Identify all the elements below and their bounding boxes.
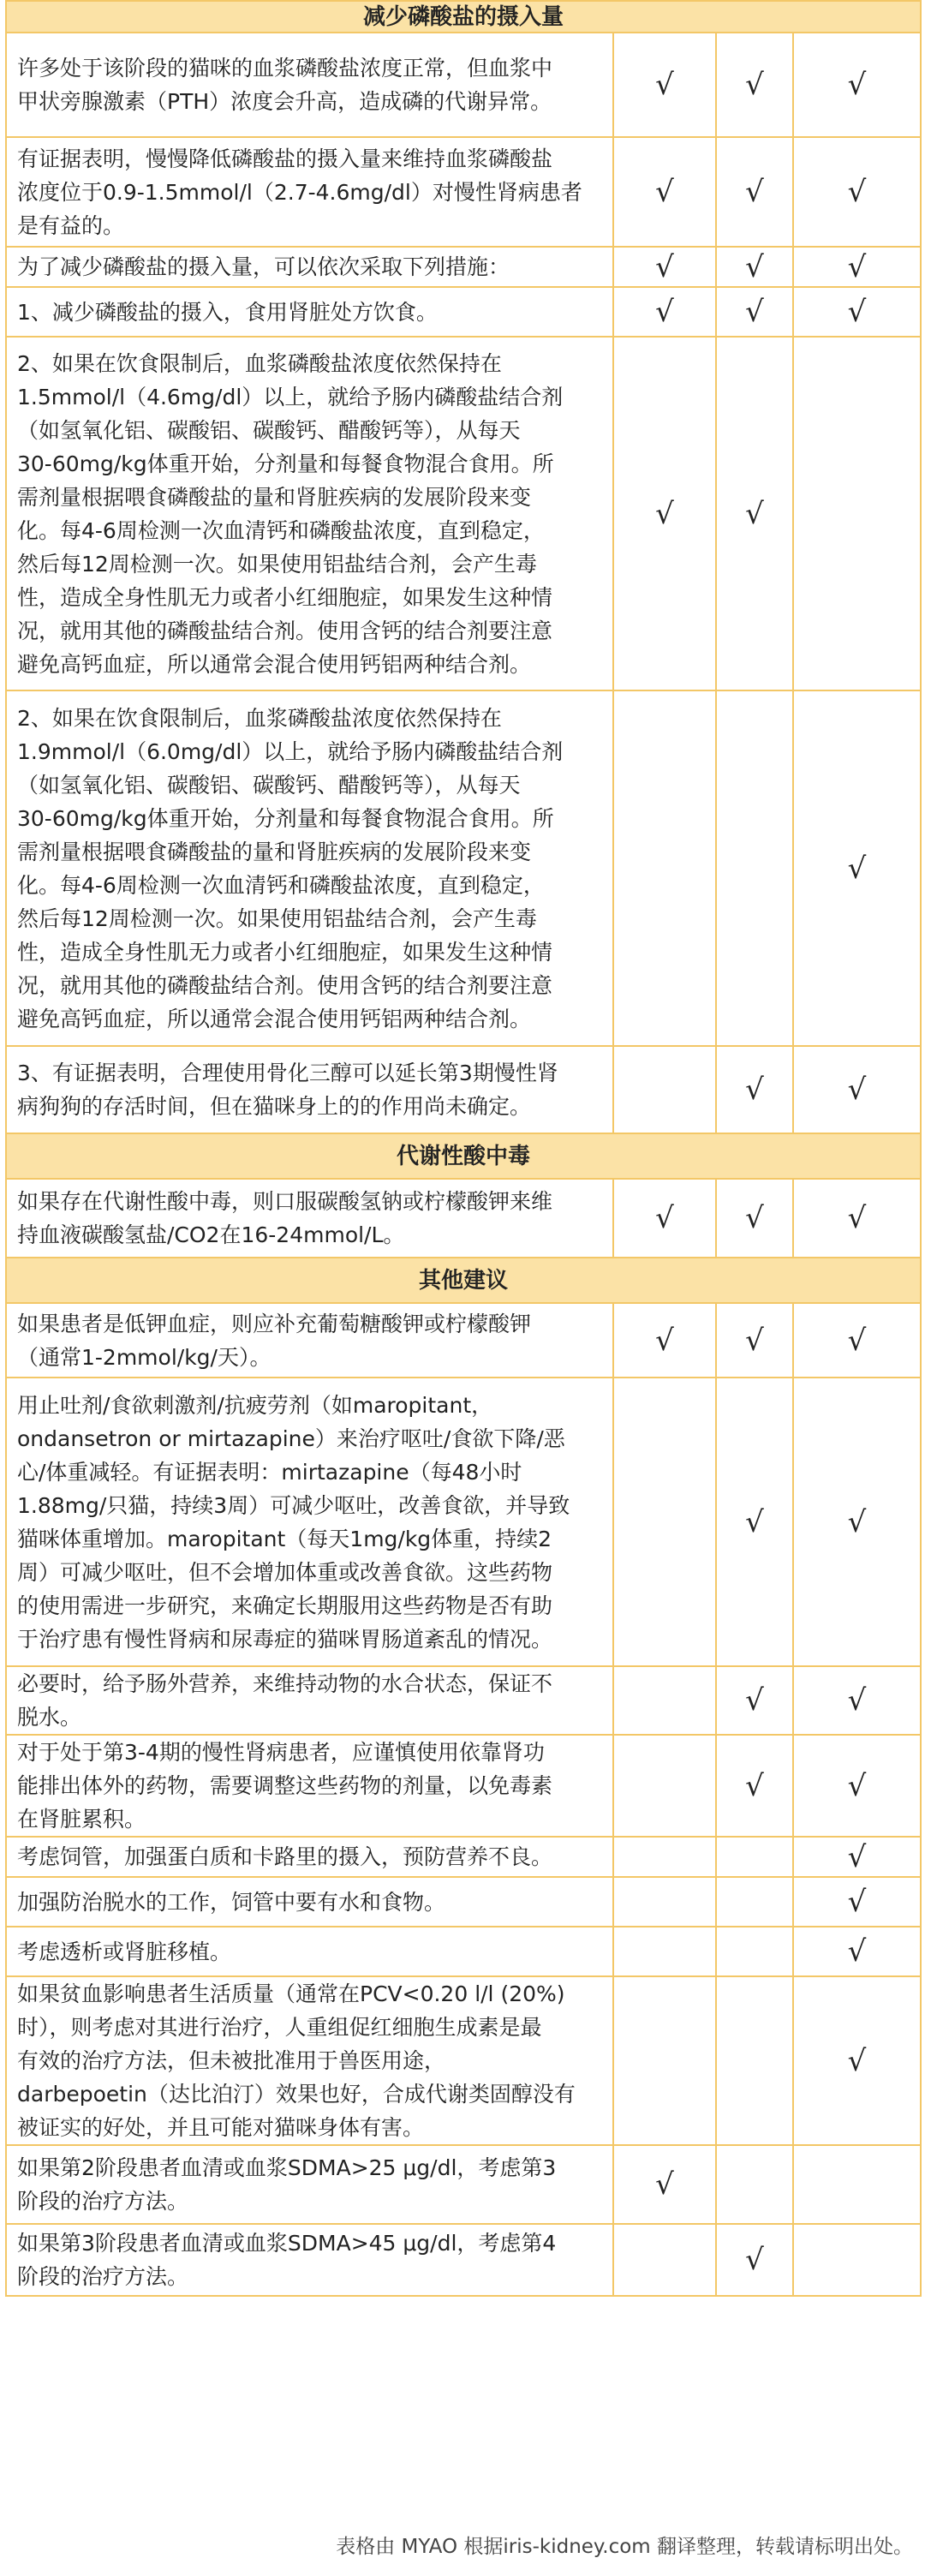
description-line: 对于处于第3-4期的慢性肾病患者，应谨慎使用依靠肾功 — [17, 1740, 545, 1765]
check-mark-icon: √ — [847, 295, 867, 329]
section-title: 代谢性酸中毒 — [6, 1133, 921, 1179]
description-line: 的使用需进一步研究，来确定长期服用这些药物是否有助 — [17, 1593, 553, 1618]
check-cell-3 — [793, 33, 921, 137]
check-mark-icon: √ — [655, 295, 674, 329]
check-mark-icon: √ — [847, 68, 867, 102]
description-line: 30-60mg/kg体重开始，分剂量和每餐食物混合食用。所 — [17, 451, 554, 476]
check-cell-1 — [613, 1927, 716, 1976]
check-mark-icon: √ — [745, 249, 764, 284]
check-mark-icon: √ — [745, 1201, 764, 1235]
description-line: 阶段的治疗方法。 — [17, 2264, 189, 2289]
description-line: darbepoetin（达比泊汀）效果也好，合成代谢类固醇没有 — [17, 2082, 576, 2107]
description-line: 化。每4-6周检测一次血清钙和磷酸盐浓度，直到稳定， — [17, 872, 545, 898]
check-mark-icon: √ — [655, 249, 674, 284]
check-cell-1 — [613, 690, 716, 1046]
description-line: 1.5mmol/l（4.6mg/dl）以上，就给予肠内磷酸盐结合剂 — [17, 384, 564, 409]
check-mark-icon: √ — [655, 496, 674, 531]
check-cell-3 — [793, 1735, 921, 1837]
check-cell-1 — [613, 1837, 716, 1877]
description-line: 时），则考虑对其进行治疗，人重组促红细胞生成素是最 — [17, 2015, 542, 2040]
row-description — [6, 690, 613, 1046]
check-cell-2 — [716, 1837, 793, 1877]
check-mark-icon: √ — [847, 1323, 867, 1358]
row-description — [6, 1046, 613, 1133]
check-cell-3 — [793, 1927, 921, 1976]
check-mark-icon: √ — [745, 175, 764, 209]
description-line: 况，就用其他的磷酸盐结合剂。使用含钙的结合剂要注意 — [17, 972, 553, 998]
description-line: ondansetron or mirtazapine）来治疗呕吐/食欲下降/恶 — [17, 1425, 565, 1451]
check-cell-2 — [716, 1976, 793, 2145]
check-mark-icon: √ — [655, 1323, 674, 1358]
description-line: 如果贫血影响患者生活质量（通常在PCV<0.20 l/l (20%) — [17, 1981, 565, 2006]
row-description — [6, 247, 613, 287]
check-cell-3 — [793, 1666, 921, 1735]
table-row — [6, 1927, 921, 1976]
row-description — [6, 1976, 613, 2145]
row-description — [6, 1378, 613, 1666]
description-line: 然后每12周检测一次。如果使用铝盐结合剂，会产生毒 — [17, 551, 537, 577]
description-line: 2、如果在饮食限制后，血浆磷酸盐浓度依然保持在 — [17, 350, 502, 376]
check-cell-2 — [716, 2145, 793, 2224]
description-line: 有效的治疗方法，但未被批准用于兽医用途， — [17, 2048, 446, 2073]
description-line: 1、减少磷酸盐的摄入，食用肾脏处方饮食。 — [17, 299, 438, 325]
description-line: （如氢氧化铝、碳酸铝、碳酸钙、醋酸钙等），从每天 — [17, 417, 521, 443]
check-mark-icon: √ — [745, 68, 764, 102]
check-mark-icon: √ — [745, 2243, 764, 2277]
row-description — [6, 337, 613, 690]
check-mark-icon: √ — [745, 1768, 764, 1803]
check-cell-1 — [613, 1666, 716, 1735]
check-cell-2 — [716, 1378, 793, 1666]
check-cell-2 — [716, 1666, 793, 1735]
check-mark-icon: √ — [847, 1885, 867, 1919]
check-cell-2 — [716, 1877, 793, 1927]
check-cell-1 — [613, 1179, 716, 1258]
check-cell-1 — [613, 2224, 716, 2296]
description-line: 能排出体外的药物，需要调整这些药物的剂量，以免毒素 — [17, 1773, 553, 1798]
check-cell-1 — [613, 1735, 716, 1837]
table-row — [6, 247, 921, 287]
check-cell-2 — [716, 287, 793, 337]
description-line: 需剂量根据喂食磷酸盐的量和肾脏疾病的发展阶段来变 — [17, 484, 532, 510]
table-row — [6, 137, 921, 247]
row-description — [6, 1735, 613, 1837]
description-line: （如氢氧化铝、碳酸铝、碳酸钙、醋酸钙等），从每天 — [17, 772, 521, 798]
check-cell-1 — [613, 1877, 716, 1927]
check-mark-icon: √ — [847, 1504, 867, 1539]
description-line: 1.9mmol/l（6.0mg/dl）以上，就给予肠内磷酸盐结合剂 — [17, 738, 564, 764]
row-description — [6, 2224, 613, 2296]
description-line: 3、有证据表明，合理使用骨化三醇可以延长第3期慢性肾 — [17, 1061, 558, 1085]
check-cell-1 — [613, 1976, 716, 2145]
description-line: 在肾脏累积。 — [17, 1807, 146, 1832]
check-cell-1 — [613, 247, 716, 287]
check-cell-3 — [793, 287, 921, 337]
section-header-row — [6, 1, 921, 33]
table-row — [6, 33, 921, 137]
table-row — [6, 1877, 921, 1927]
description-line: 如果第2阶段患者血清或血浆SDMA>25 μg/dl，考虑第3 — [17, 2155, 557, 2180]
check-cell-1 — [613, 2145, 716, 2224]
description-line: 猫咪体重增加。maropitant（每天1mg/kg体重，持续2 — [17, 1526, 552, 1551]
row-description — [6, 1179, 613, 1258]
check-mark-icon: √ — [847, 1201, 867, 1235]
check-mark-icon: √ — [745, 496, 764, 531]
check-mark-icon: √ — [847, 851, 867, 886]
table-row — [6, 337, 921, 690]
description-line: 避免高钙血症，所以通常会混合使用钙铝两种结合剂。 — [17, 1006, 532, 1031]
check-mark-icon: √ — [847, 1073, 867, 1107]
check-mark-icon: √ — [745, 1323, 764, 1358]
check-cell-2 — [716, 1735, 793, 1837]
description-line: 有证据表明，慢慢降低磷酸盐的摄入量来维持血浆磷酸盐 — [17, 146, 553, 171]
table-row — [6, 1179, 921, 1258]
row-description — [6, 1837, 613, 1877]
table-row — [6, 287, 921, 337]
row-description — [6, 1877, 613, 1927]
description-line: 病狗狗的存活时间，但在猫咪身上的的作用尚未确定。 — [17, 1094, 532, 1119]
check-cell-1 — [613, 337, 716, 690]
description-line: 化。每4-6周检测一次血清钙和磷酸盐浓度，直到稳定， — [17, 517, 545, 543]
check-cell-2 — [716, 2224, 793, 2296]
description-line: 如果患者是低钾血症，则应补充葡萄糖酸钾或柠檬酸钾 — [17, 1311, 532, 1336]
check-cell-3 — [793, 1837, 921, 1877]
description-line: 持血液碳酸氢盐/CO2在16-24mmol/L。 — [17, 1222, 405, 1247]
check-cell-3 — [793, 1378, 921, 1666]
description-line: 性，造成全身性肌无力或者小红细胞症，如果发生这种情 — [17, 584, 553, 610]
description-line: 甲状旁腺激素（PTH）浓度会升高，造成磷的代谢异常。 — [17, 89, 552, 114]
description-line: （通常1-2mmol/kg/天）。 — [17, 1344, 272, 1370]
check-cell-1 — [613, 1303, 716, 1378]
check-cell-2 — [716, 1303, 793, 1378]
row-description — [6, 1666, 613, 1735]
row-description — [6, 1927, 613, 1976]
description-line: 1.88mg/只猫，持续3周）可减少呕吐，改善食欲，并导致 — [17, 1492, 570, 1518]
description-line: 加强防治脱水的工作，饲管中要有水和食物。 — [17, 1889, 446, 1915]
check-cell-3 — [793, 1877, 921, 1927]
description-line: 是有益的。 — [17, 212, 125, 238]
check-cell-1 — [613, 33, 716, 137]
row-description — [6, 2145, 613, 2224]
check-mark-icon: √ — [655, 175, 674, 209]
check-cell-3 — [793, 2224, 921, 2296]
description-line: 周）可减少呕吐，但不会增加体重或改善食欲。这些药物 — [17, 1559, 553, 1585]
description-line: 考虑透析或肾脏移植。 — [17, 1939, 232, 1964]
row-description — [6, 33, 613, 137]
description-line: 30-60mg/kg体重开始，分剂量和每餐食物混合食用。所 — [17, 805, 554, 831]
check-mark-icon: √ — [655, 68, 674, 102]
table-row — [6, 1666, 921, 1735]
description-line: 阶段的治疗方法。 — [17, 2189, 189, 2214]
check-mark-icon: √ — [847, 175, 867, 209]
row-description — [6, 137, 613, 247]
table-row — [6, 1378, 921, 1666]
check-cell-2 — [716, 1927, 793, 1976]
description-line: 许多处于该阶段的猫咪的血浆磷酸盐浓度正常，但血浆中 — [17, 56, 553, 81]
check-cell-2 — [716, 690, 793, 1046]
check-cell-3 — [793, 1303, 921, 1378]
check-cell-3 — [793, 137, 921, 247]
description-line: 考虑饲管，加强蛋白质和卡路里的摄入，预防营养不良。 — [17, 1844, 553, 1869]
description-line: 浓度位于0.9-1.5mmol/l（2.7-4.6mg/dl）对慢性肾病患者 — [17, 179, 582, 205]
description-line: 必要时，给予肠外营养，来维持动物的水合状态，保证不 — [17, 1671, 553, 1696]
table-row — [6, 2224, 921, 2296]
check-mark-icon: √ — [655, 1201, 674, 1235]
description-line: 然后每12周检测一次。如果使用铝盐结合剂，会产生毒 — [17, 905, 537, 931]
check-cell-2 — [716, 337, 793, 690]
table-row — [6, 1046, 921, 1133]
table-row — [6, 2145, 921, 2224]
footer-credit: 表格由 MYAO 根据iris-kidney.com 翻译整理，转载请标明出处。 — [336, 2536, 913, 2558]
table-row — [6, 690, 921, 1046]
section-title: 减少磷酸盐的摄入量 — [6, 1, 921, 33]
description-line: 脱水。 — [17, 1705, 82, 1730]
check-cell-3 — [793, 2145, 921, 2224]
section-header-row — [6, 1258, 921, 1303]
check-mark-icon: √ — [745, 1504, 764, 1539]
section-header-row — [6, 1133, 921, 1179]
check-cell-3 — [793, 1179, 921, 1258]
description-line: 况，就用其他的磷酸盐结合剂。使用含钙的结合剂要注意 — [17, 618, 553, 643]
check-cell-3 — [793, 1046, 921, 1133]
description-line: 2、如果在饮食限制后，血浆磷酸盐浓度依然保持在 — [17, 705, 502, 731]
check-cell-3 — [793, 1976, 921, 2145]
check-cell-2 — [716, 1046, 793, 1133]
check-mark-icon: √ — [847, 2043, 867, 2078]
description-line: 被证实的好处，并且可能对猫咪身体有害。 — [17, 2115, 425, 2140]
check-cell-1 — [613, 137, 716, 247]
description-line: 如果存在代谢性酸中毒，则口服碳酸氢钠或柠檬酸钾来维 — [17, 1189, 553, 1214]
check-cell-3 — [793, 337, 921, 690]
description-line: 避免高钙血症，所以通常会混合使用钙铝两种结合剂。 — [17, 651, 532, 677]
check-cell-2 — [716, 137, 793, 247]
table-row — [6, 1735, 921, 1837]
check-cell-3 — [793, 247, 921, 287]
description-line: 性，造成全身性肌无力或者小红细胞症，如果发生这种情 — [17, 939, 553, 965]
check-cell-2 — [716, 247, 793, 287]
check-cell-3 — [793, 690, 921, 1046]
description-line: 为了减少磷酸盐的摄入量，可以依次采取下列措施： — [17, 254, 510, 279]
check-mark-icon: √ — [847, 1683, 867, 1718]
check-mark-icon: √ — [847, 1934, 867, 1969]
description-line: 于治疗患有慢性肾病和尿毒症的猫咪胃肠道紊乱的情况。 — [17, 1626, 553, 1652]
description-line: 用止吐剂/食欲刺激剂/抗疲劳剂（如maropitant， — [17, 1392, 493, 1418]
table-row — [6, 1303, 921, 1378]
check-cell-2 — [716, 33, 793, 137]
table-row — [6, 1976, 921, 2145]
check-mark-icon: √ — [745, 295, 764, 329]
check-mark-icon: √ — [655, 2167, 674, 2202]
check-mark-icon: √ — [745, 1073, 764, 1107]
treatment-table — [5, 0, 922, 2297]
check-mark-icon: √ — [847, 249, 867, 284]
section-title: 其他建议 — [6, 1258, 921, 1303]
check-cell-1 — [613, 1378, 716, 1666]
table-row — [6, 1837, 921, 1877]
check-mark-icon: √ — [847, 1839, 867, 1874]
check-cell-2 — [716, 1179, 793, 1258]
description-line: 如果第3阶段患者血清或血浆SDMA>45 μg/dl，考虑第4 — [17, 2231, 557, 2256]
check-mark-icon: √ — [847, 1768, 867, 1803]
row-description — [6, 287, 613, 337]
check-mark-icon: √ — [745, 1683, 764, 1718]
check-cell-1 — [613, 287, 716, 337]
row-description — [6, 1303, 613, 1378]
description-line: 心/体重减轻。有证据表明：mirtazapine（每48小时 — [17, 1459, 522, 1485]
check-cell-1 — [613, 1046, 716, 1133]
description-line: 需剂量根据喂食磷酸盐的量和肾脏疾病的发展阶段来变 — [17, 839, 532, 864]
